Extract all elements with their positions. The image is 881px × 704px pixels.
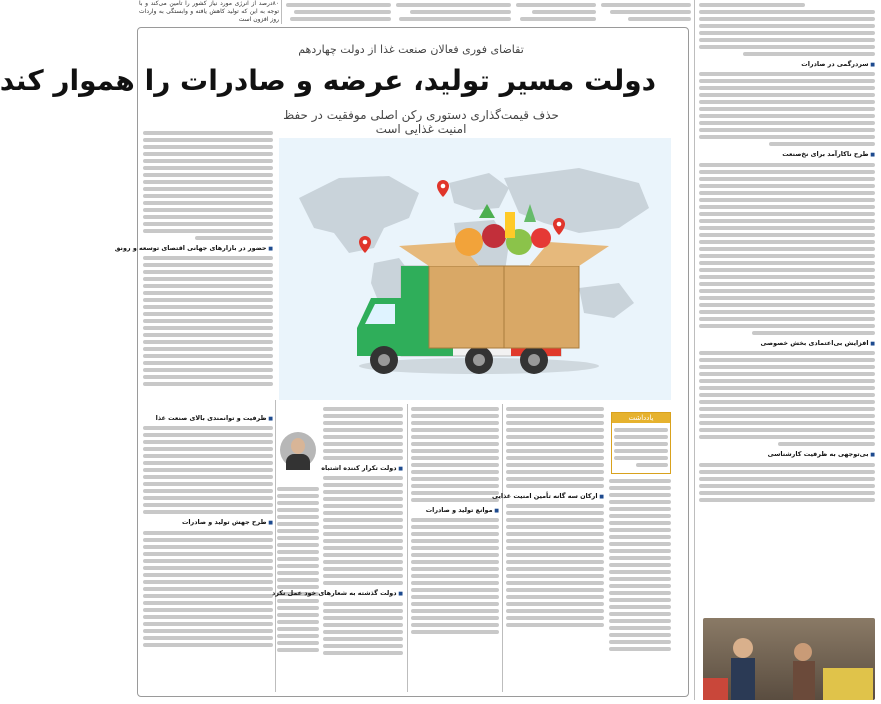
article-headline: دولت مسیر تولید، عرضه و صادرات را هموار کند <box>0 64 656 97</box>
top-strip-4 <box>516 0 596 24</box>
right-column-text <box>699 3 875 502</box>
col-divider <box>281 0 282 24</box>
right-sub-heading: ■ افزایش بی‌اعتمادی بخش خصوصی <box>699 339 875 348</box>
food-trade-illustration <box>279 138 671 400</box>
left-sub-heading: ■ ظرفیت و توانمندی بالای صنعت غذا <box>143 414 273 423</box>
article-kicker: تقاضای فوری فعالان صنعت غذا از دولت چهاردهم <box>298 43 524 56</box>
bottom-column-4 <box>609 476 671 692</box>
left-sub-heading: ■ طرح جهش تولید و صادرات <box>143 518 273 527</box>
note-box <box>611 412 671 474</box>
left-top-snippet-text: ۸۰درصد از انرژی مورد نیاز کشور را تأمین می‌کند و با توجه به این که تولید کاهش یافته و وابستگی به واردات روز افزون است <box>139 0 279 23</box>
market-photo-image <box>703 618 875 700</box>
location-pin-icon <box>437 180 449 197</box>
bottom-sub-heading: ■ دولت گذشته به شعارهای خود عمل نکرد <box>323 589 403 598</box>
bottom-sub-heading: ■ موانع تولید و صادرات <box>411 506 499 515</box>
col-divider <box>275 400 276 692</box>
left-sub-heading: ■ حضور در بازارهای جهانی اقتصای توسعه و رونق <box>143 244 273 253</box>
top-strip-5 <box>601 0 691 24</box>
article-lead: حذف قیمت‌گذاری دستوری رکن اصلی موفقیت در حفظ امنیت غذایی است <box>283 108 559 136</box>
bottom-column-1 <box>272 404 403 692</box>
col-divider <box>407 404 408 692</box>
bottom-sub-heading: ■ ارکان سه گانه تأمین امنیت غذایی <box>506 492 604 501</box>
author-avatar <box>280 432 316 468</box>
bottom-column-3 <box>492 404 604 692</box>
left-top-snippet <box>139 0 279 25</box>
author-box <box>277 432 319 482</box>
bottom-sub-heading: ■ دولت تکرار کننده اشتباه <box>323 464 403 473</box>
col-divider <box>694 0 695 700</box>
author-quote-column <box>277 484 319 692</box>
right-sub-heading: ■ بی‌توجهی به ظرفیت کارشناسی <box>699 450 875 459</box>
right-column <box>699 0 875 700</box>
note-label: یادداشت <box>612 413 670 423</box>
left-column <box>114 128 273 428</box>
world-map-truck-image <box>279 138 671 400</box>
right-sub-heading: ■ سردرگمی در صادرات <box>699 60 875 69</box>
top-strip-2 <box>286 0 391 24</box>
col-divider <box>502 404 503 692</box>
location-pin-icon <box>553 218 565 235</box>
top-strip-3 <box>396 0 511 24</box>
market-photo <box>703 618 875 700</box>
right-sub-heading: ■ طرح ناکارآمد برای نخ‌صنعت <box>699 150 875 159</box>
bottom-left-column <box>143 410 273 692</box>
bottom-column-2 <box>411 404 499 692</box>
